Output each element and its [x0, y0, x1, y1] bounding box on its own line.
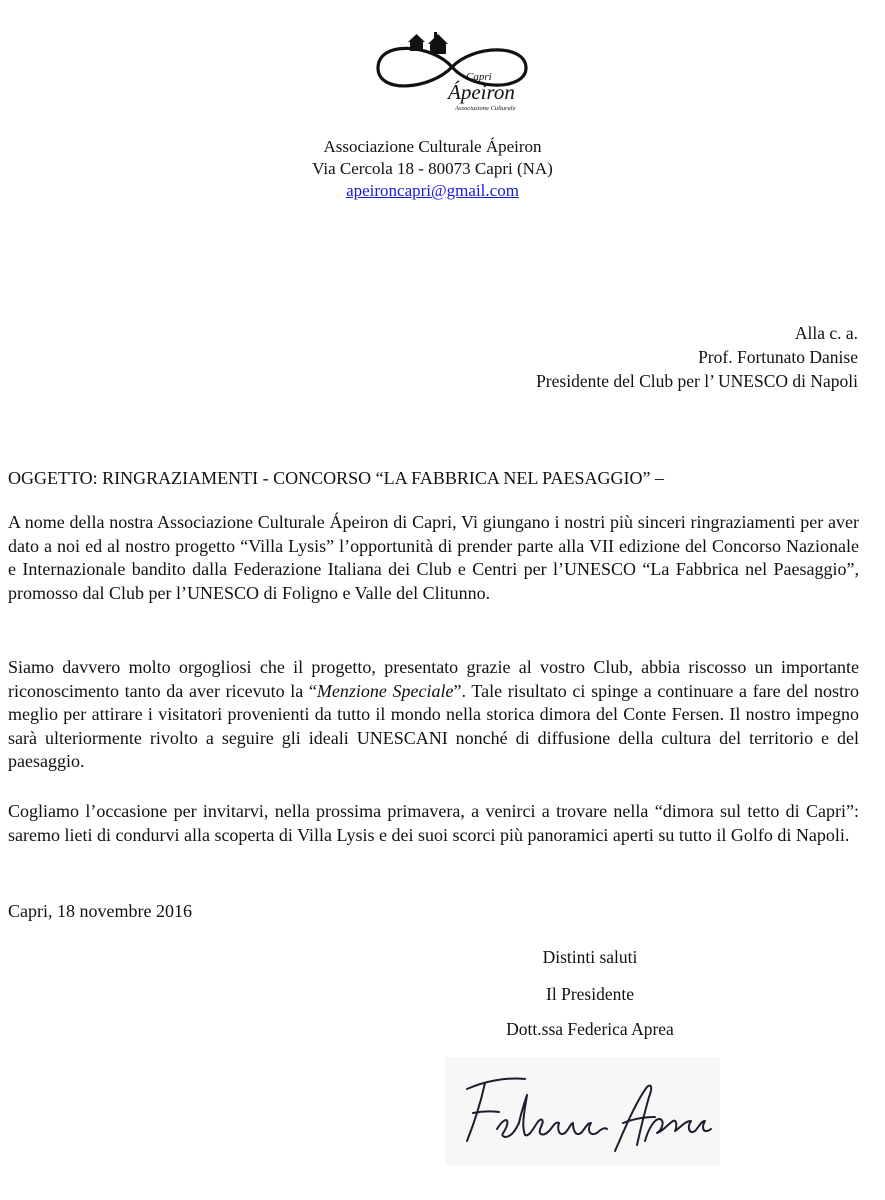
- body-paragraph-2: [8, 656, 859, 774]
- recipient-line-2: Prof. Fortunato Danise: [698, 347, 858, 367]
- recipient-block: [536, 321, 858, 393]
- closing-role: Il Presidente: [546, 984, 634, 1004]
- closing-name: Dott.ssa Federica Aprea: [506, 1019, 674, 1039]
- sender-address: Via Cercola 18 - 80073 Capri (NA): [312, 159, 553, 178]
- letter-subject: OGGETTO: RINGRAZIAMENTI - CONCORSO “LA FABBRICA NEL PAESAGGIO” –: [8, 468, 665, 488]
- body-paragraph-2-start: Siamo davvero molto orgogliosi che il progetto, presentato grazie al vostro Club, abbia riscosso un importante riconoscimento tanto da aver ricevuto la “: [8, 657, 859, 701]
- sender-org: Associazione Culturale Ápeiron: [323, 137, 542, 156]
- recipient-line-3: Presidente del Club per l’ UNESCO di Napoli: [536, 371, 858, 391]
- body-paragraph-2-end: ”. Tale risultato ci spinge a continuare a fare del nostro meglio per attirare i visitatori provenienti da tutto il mondo nella storica dimora del Conte Fersen. Il nostro impegno sarà ulteriormente rivolto a seguire gli ideali UNESCANI nonché di diffusione della cultura del territorio e del paesaggio.: [8, 680, 859, 771]
- sender-email-link[interactable]: apeironcapri@gmail.com: [346, 181, 519, 200]
- body-paragraph-1: A nome della nostra Associazione Culturale Ápeiron di Capri, Vi giungano i nostri più sinceri ringraziamenti per aver dato a noi ed al nostro progetto “Villa Lysis” l’opportunità di prender parte alla VII edizione del Concorso Nazionale e Internazionale bandito dalla Federazione Italiana dei Club e Centri per l’UNESCO “La Fabbrica nel Paesaggio”, promosso dal Club per l’UNESCO di Foligno e Valle del Clitunno.: [8, 512, 859, 603]
- body-paragraph-3: Cogliamo l’occasione per invitarvi, nella prossima primavera, a venirci a trovare nella “dimora sul tetto di Capri”: saremo lieti di condurvi alla scoperta di Villa Lysis e dei suoi scorci più panoramici aperti su tutto il Golfo di Napoli.: [8, 801, 859, 845]
- svg-text:Capri: Capri: [466, 71, 492, 83]
- signature-icon: [445, 1057, 720, 1165]
- letter-date: Capri, 18 novembre 2016: [8, 901, 192, 921]
- svg-text:Associazione Culturale: Associazione Culturale: [455, 105, 516, 112]
- infinity-logo-icon: [370, 22, 535, 117]
- association-logo: [370, 22, 535, 117]
- sender-email-line: [0, 180, 865, 202]
- special-mention-italic: Menzione Speciale: [316, 680, 454, 701]
- recipient-line-1: Alla c. a.: [794, 323, 858, 343]
- svg-text:Ápeiron: Ápeiron: [448, 80, 515, 104]
- closing-greeting: Distinti saluti: [542, 947, 638, 967]
- handwritten-signature: [445, 1057, 720, 1165]
